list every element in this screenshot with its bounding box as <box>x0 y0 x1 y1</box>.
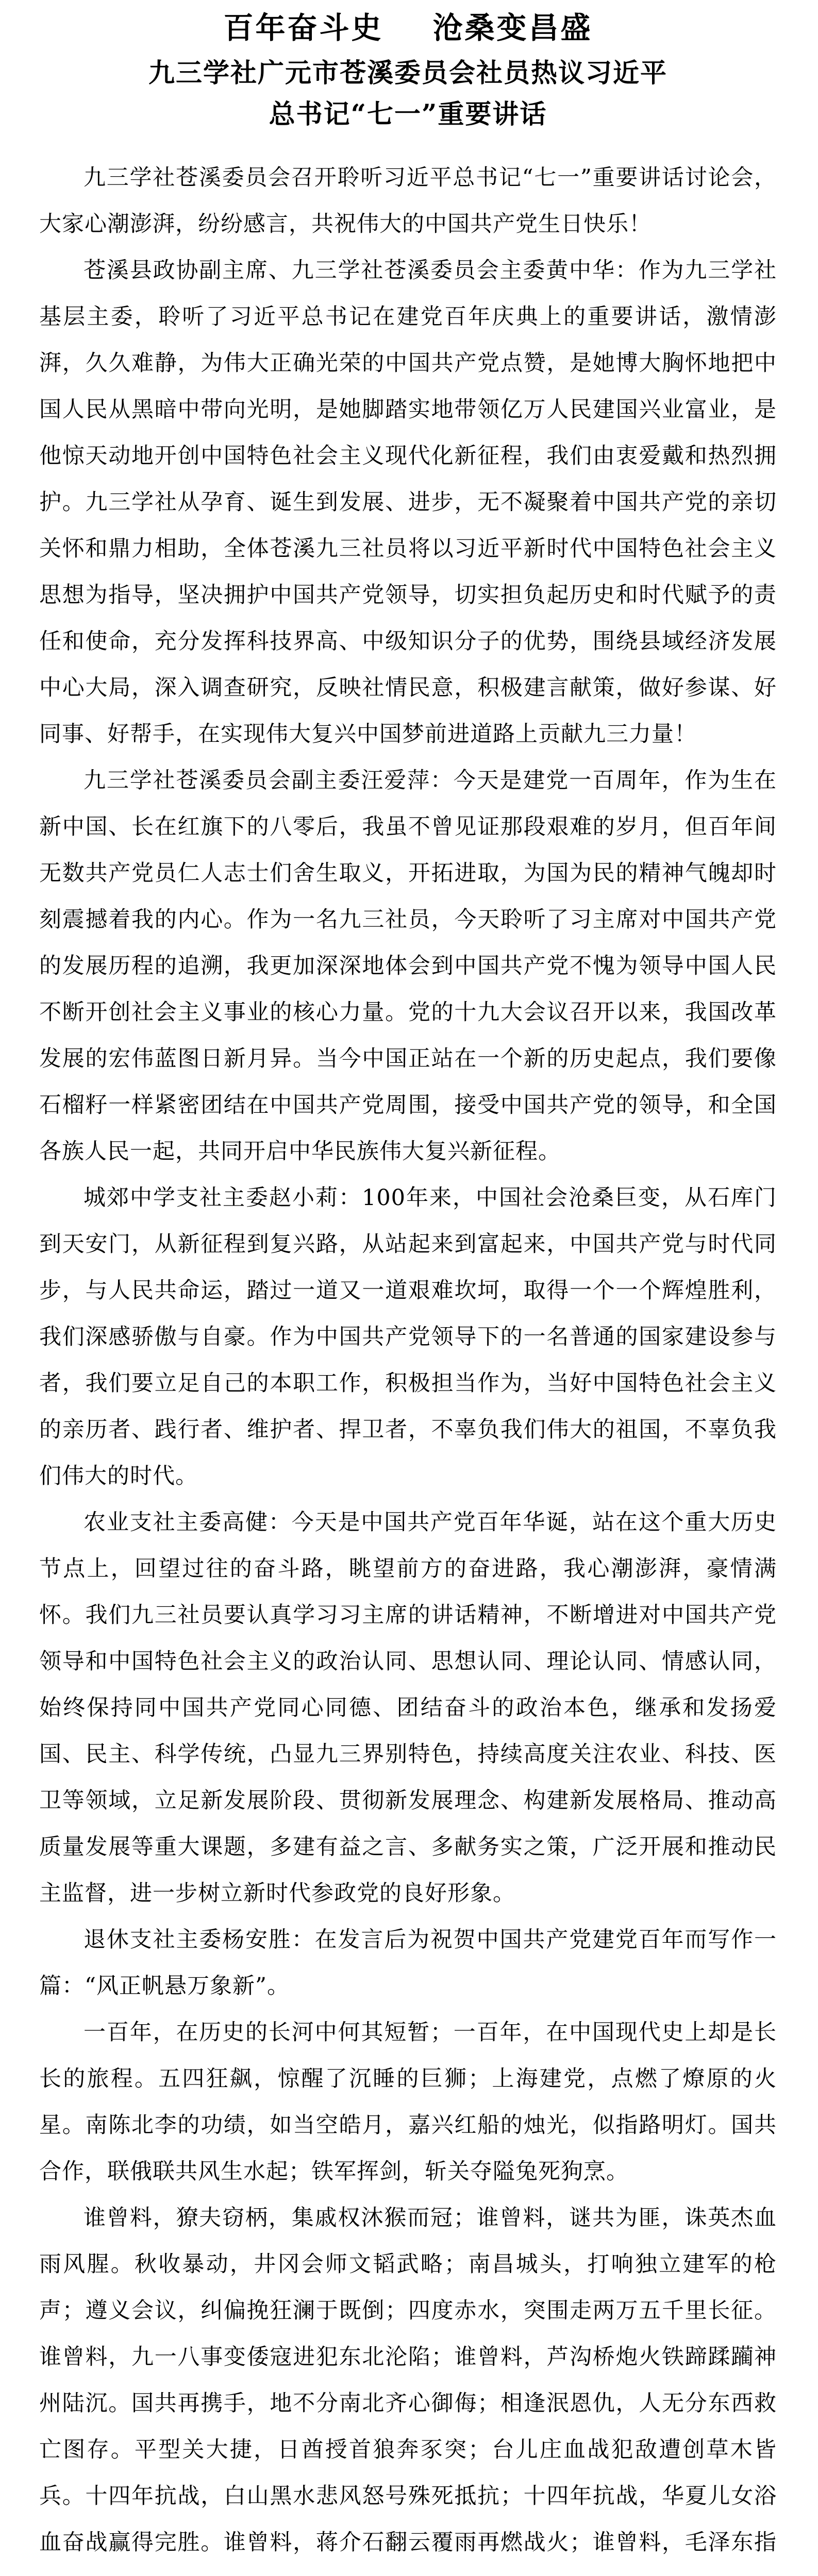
paragraph-gao-jian: 农业支社主委高健：今天是中国共产党百年华诞，站在这个重大历史节点上，回望过往的奋斗路，眺望前方的奋进路，我心潮澎湃，豪情满怀。我们九三社员要认真学习习主席的讲话精神，不断增进对中国共产党领导和中国特色社会主义的政治认同、思想认同、理论认同、情感认同，始终保持同中国共产党同心同德、团结奋斗的政治本色，继承和发扬爱国、民主、科学传统，凸显九三界别特色，持续高度关注农业、科技、医卫等领域，立足新发展阶段、贯彻新发展理念、构建新发展格局、推动高质量发展等重大课题，多建有益之言、多献务实之策，广泛开展和推动民主监督，进一步树立新时代参政党的良好形象。 <box>39 1510 777 1906</box>
headline-right: 沧桑变昌盛 <box>432 10 593 45</box>
subtitle-line-1: 九三学社广元市苍溪委员会社员热议习近平 <box>148 58 667 89</box>
paragraph-essay-2: 谁曾料，獠夫窃柄，集戚权沐猴而冠；谁曾料，谜共为匪，诛英杰血雨风腥。秋收暴动，井冈会师文韬武略；南昌城头，打响独立建军的枪声；遵义会议，纠偏挽狂澜于既倒；四度赤水，突围走两万五千里长征。谁曾料，九一八事变倭寇进犯东北沦陷；谁曾料，芦沟桥炮火铁蹄蹂躏神州陆沉。国共再携手，地不分南北齐心御侮；相逢泯恩仇，人无分东西救亡图存。平型关大捷，日酋授首狼奔豕突；台儿庄血战犯敌遭创草木皆兵。十四年抗战，白山黑水悲风怒号殊死抵抗；十四年抗战，华夏儿女浴血奋战赢得完胜。谁曾料，蒋介石翻云覆雨再燃战火；谁曾料，毛泽东指 <box>39 2205 777 2555</box>
article-subtitle <box>39 53 777 135</box>
headline-left: 百年奋斗史 <box>223 10 383 45</box>
paragraph-essay-1: 一百年，在历史的长河中何其短暂；一百年，在中国现代史上却是长长的旅程。五四狂飙，惊醒了沉睡的巨狮；上海建党，点燃了燎原的火星。南陈北李的功绩，如当空皓月，嘉兴红船的烛光，似指路明灯。国共合作，联俄联共风生水起；铁军挥剑，斩关夺隘兔死狗烹。 <box>39 2020 777 2184</box>
article-body <box>39 155 777 2576</box>
paragraph-yang-ansheng: 退休支社主委杨安胜：在发言后为祝贺中国共产党建党百年而写作一篇：“风正帆悬万象新”。 <box>39 1927 777 1999</box>
paragraph-zhao-xiaoli: 城郊中学支社主委赵小莉：100年来，中国社会沧桑巨变，从石库门到天安门，从新征程到复兴路，从站起来到富起来，中国共产党与时代同步，与人民共命运，踏过一道又一道艰难坎坷，取得一个一个辉煌胜利，我们深感骄傲与自豪。作为中国共产党领导下的一名普通的国家建设参与者，我们要立足自己的本职工作，积极担当作为，当好中国特色社会主义的亲历者、践行者、维护者、捍卫者，不辜负我们伟大的祖国，不辜负我们伟大的时代。 <box>39 1185 777 1489</box>
article-headline <box>39 7 777 48</box>
paragraph-wang-aiping: 九三学社苍溪委员会副主委汪爱萍：今天是建党一百周年，作为生在新中国、长在红旗下的八零后，我虽不曾见证那段艰难的岁月，但百年间无数共产党员仁人志士们舍生取义，开拓进取，为国为民的精神气魄却时刻震撼着我的内心。作为一名九三社员，今天聆听了习主席对中国共产党的发展历程的追溯，我更加深深地体会到中国共产党不愧为领导中国人民不断开创社会主义事业的核心力量。党的十九大会议召开以来，我国改革发展的宏伟蓝图日新月异。当今中国正站在一个新的历史起点，我们要像石榴籽一样紧密团结在中国共产党周围，接受中国共产党的领导，和全国各族人民一起，共同开启中华民族伟大复兴新征程。 <box>39 768 777 1164</box>
paragraph-intro: 九三学社苍溪委员会召开聆听习近平总书记“七一”重要讲话讨论会，大家心潮澎湃，纷纷感言，共祝伟大的中国共产党生日快乐！ <box>39 165 777 237</box>
paragraph-huang-zhonghua: 苍溪县政协副主席、九三学社苍溪委员会主委黄中华：作为九三学社基层主委，聆听了习近平总书记在建党百年庆典上的重要讲话，激情澎湃，久久难静，为伟大正确光荣的中国共产党点赞，是她博大胸怀地把中国人民从黑暗中带向光明，是她脚踏实地带领亿万人民建国兴业富业，是他惊天动地开创中国特色社会主义现代化新征程，我们由衷爱戴和热烈拥护。九三学社从孕育、诞生到发展、进步，无不凝聚着中国共产党的亲切关怀和鼎力相助，全体苍溪九三社员将以习近平新时代中国特色社会主义思想为指导，坚决拥护中国共产党领导，切实担负起历史和时代赋予的责任和使命，充分发挥科技界高、中级知识分子的优势，围绕县域经济发展中心大局，深入调查研究，反映社情民意，积极建言献策，做好参谋、好同事、好帮手，在实现伟大复兴中国梦前进道路上贡献九三力量！ <box>39 258 777 747</box>
subtitle-line-2: 总书记“七一”重要讲话 <box>269 99 547 130</box>
